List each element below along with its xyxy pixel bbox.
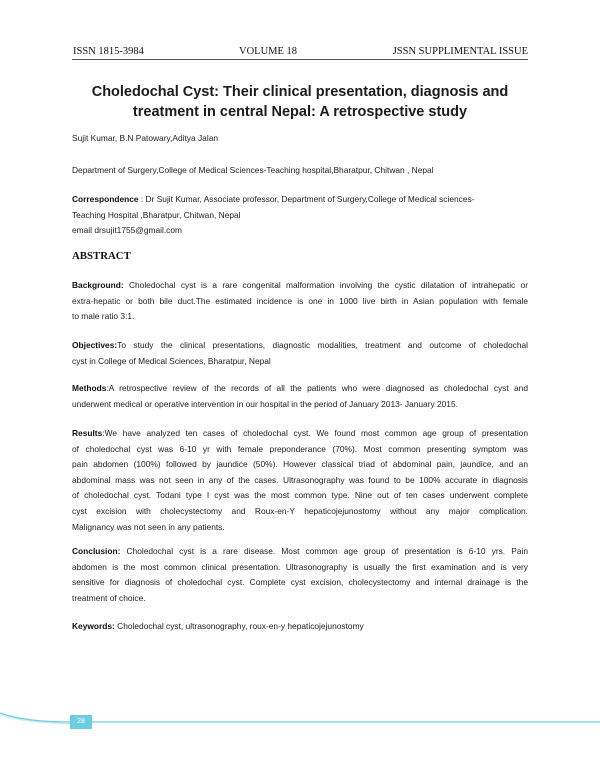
methods-section — [72, 381, 528, 412]
correspondence — [72, 192, 528, 239]
results-line-2: of choledochal cyst was 6-10 yr with female preponderance (70%). Most common presenting symptom was — [72, 443, 528, 454]
methods-label: Methods — [72, 383, 107, 393]
page-number-badge: 28 — [70, 715, 92, 729]
background-line-1: Choledochal cyst is a rare congenital malformation involving the cystic dilatation of intrahepatic or — [123, 280, 528, 290]
results-line-1: :We have analyzed ten cases of choledochal cyst. We found most common age group of presentation — [102, 428, 528, 438]
conclusion-line-4: treatment of choice. — [72, 592, 146, 603]
volume-label: VOLUME 18 — [239, 46, 298, 57]
conclusion-line-2: abdomen is the most common clinical presentation. Ultrasonography is usually the first examination and is very — [72, 561, 528, 572]
results-line-3: pain abdomen (100%) followed by jaundice (50%). However classical triad of abdominal pain, jaundice, and an — [72, 459, 528, 470]
header-divider — [72, 59, 528, 60]
objectives-label: Objectives: — [72, 340, 118, 350]
results-line-6: cyst excision with cholecystectomy and Roux-en-Y hepaticojejunostomy without any major complication. — [72, 505, 528, 516]
correspondence-line-2: Teaching Hospital ,Bharatpur, Chitwan, Nepal — [72, 209, 241, 220]
article-title — [72, 82, 528, 122]
conclusion-section — [72, 544, 528, 606]
conclusion-line-1: Choledochal cyst is a rare disease. Most common age group of presentation is 6-10 yrs. Pain — [120, 546, 528, 556]
results-line-5: of choledochal cyst. Todani type I cyst was the most common type. Nine out of ten cases underwent complete — [72, 490, 528, 501]
authors-text: Sujit Kumar, B.N Patowary,Aditya Jalan — [72, 133, 219, 143]
issn-label: ISSN 1815-3984 — [73, 46, 144, 57]
affiliation — [72, 163, 528, 179]
conclusion-line-3: sensitive for diagnosis of choledochal cyst. Complete cyst excision, cholecystectomy and internal drainage is the — [72, 577, 528, 588]
objectives-line-1: To study the clinical presentations, diagnostic modalities, treatment and outcome of choledochal — [117, 340, 528, 350]
keywords-text: Choledochal cyst, ultrasonography, roux-en-y hepaticojejunostomy — [114, 621, 364, 631]
objectives-section — [72, 338, 528, 369]
department-text: Department of Surgery,College of Medical Sciences-Teaching hospital,Bharatpur, Chitwan , Nepal — [72, 165, 434, 175]
background-label: Background: — [72, 280, 124, 290]
results-line-7: Malignancy was not seen in any patients. — [72, 521, 225, 532]
methods-line-1: :A retrospective review of the records of all the patients who were diagnosed as choledochal cyst and — [106, 383, 528, 393]
background-section — [72, 278, 528, 325]
jssn-label: JSSN SUPPLIMENTAL ISSUE — [392, 46, 528, 57]
results-line-4: abdominal mass was not seen in any of the cases. Ultrasonography was found to be 100% accurate in diagnosis — [72, 474, 528, 485]
results-label: Results — [72, 428, 103, 438]
abstract-heading: ABSTRACT — [72, 250, 131, 262]
correspondence-line-1: : Dr Sujit Kumar, Associate professor, Department of Surgery,College of Medical sciences- — [138, 194, 475, 204]
background-line-3: to male ratio 3:1. — [72, 311, 135, 322]
title-line-2: treatment in central Nepal: A retrospective study — [132, 104, 468, 120]
background-line-2: extra-hepatic or both bile duct.The estimated incidence is one in 1000 live birth in Asian population with female — [72, 295, 528, 306]
title-line-1: Choledochal Cyst: Their clinical presentation, diagnosis and — [91, 84, 509, 100]
correspondence-label: Correspondence — [72, 194, 139, 204]
conclusion-label: Conclusion: — [72, 546, 121, 556]
methods-line-2: underwent medical or operative intervention in our hospital in the period of January 2013- January 2015. — [72, 398, 458, 409]
keywords-section — [72, 619, 528, 635]
authors — [72, 131, 528, 147]
running-header — [73, 43, 528, 59]
keywords-label: Keywords: — [72, 621, 115, 631]
results-section — [72, 426, 528, 535]
objectives-line-2: cyst in College of Medical Sciences, Bharatpur, Nepal — [72, 355, 271, 366]
correspondence-email[interactable]: email drsujit1755@gmail.com — [72, 225, 182, 236]
